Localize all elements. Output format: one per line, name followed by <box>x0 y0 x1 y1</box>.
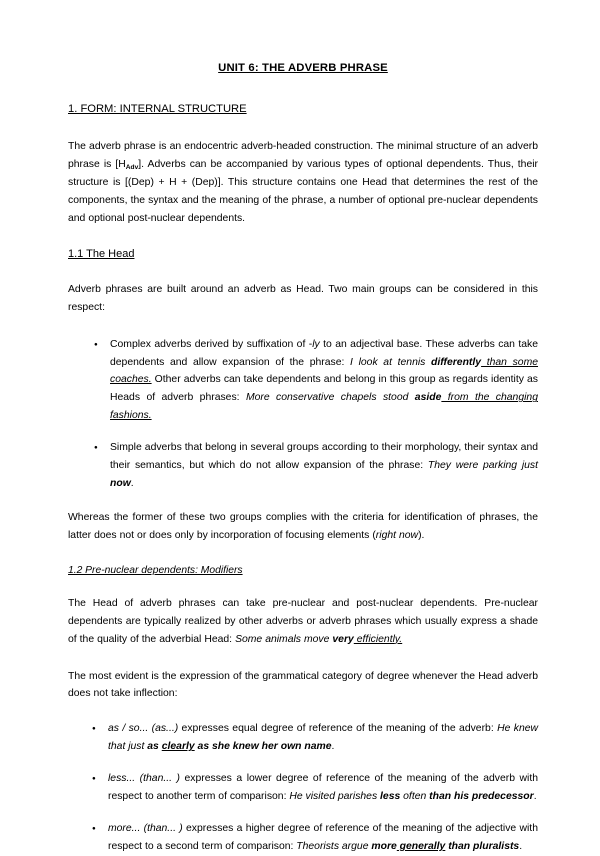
bullet1-example-bold-b: aside <box>414 392 442 404</box>
degree1-example-italic-a: He knew that just <box>108 723 539 753</box>
list-item <box>68 820 538 856</box>
bullet1-text-a: Complex adverbs derived by suffixation of - <box>110 338 313 350</box>
intro-paragraph <box>68 138 538 227</box>
degree1-example-bold-a: as <box>147 741 162 753</box>
bullet1-example-bold-a: differently <box>431 356 482 368</box>
subsection-heading-the-head <box>68 247 538 261</box>
document-title <box>68 62 538 76</box>
degree2-example-bold-b: than his predecessor <box>429 791 534 803</box>
bullet1-italic-ly: ly <box>312 338 320 350</box>
degree1-paren-italic: (as...) <box>151 723 179 735</box>
degree1-italic-a: as / so... <box>108 723 152 735</box>
section-heading-form-text: 1. FORM: INTERNAL STRUCTURE <box>68 102 247 115</box>
degree-expressions-list <box>68 720 538 855</box>
degree1-example-bold-b: as she knew her own name <box>194 741 332 753</box>
degree2-example-italic-a: He visited parishes <box>289 791 381 803</box>
degree3-example-bold-a: more <box>371 840 397 852</box>
prenuclear-part1: The Head of adverb phrases can take pre-nuclear and post-nuclear dependents. Pre-nuclear dependents are typically realized by other adverbs or adverb phrases which usually express a shade of the quality of the adverbial Head: <box>68 597 538 645</box>
degree3-paren-italic: (than... ) <box>143 822 183 834</box>
degree1-text-a: expresses equal degree of reference of the meaning of the adverb: <box>178 723 498 735</box>
prenuclear-example-bold: very <box>332 633 354 645</box>
list-item <box>68 720 538 756</box>
list-item <box>68 439 538 493</box>
degree3-example-bold-underline: generally <box>396 840 446 852</box>
prenuclear-example-italic: Some animals move <box>235 633 333 645</box>
degree2-italic-a: less... <box>108 773 140 785</box>
degree3-italic-a: more... <box>108 822 144 834</box>
bullet1-example-underline-a: than some coaches. <box>110 356 539 386</box>
degree2-paren-italic: (than... ) <box>139 773 180 785</box>
adv-subscript: Adv <box>125 164 139 171</box>
section-heading-form <box>68 102 538 117</box>
prenuclear-example-underline: efficiently. <box>353 633 403 645</box>
document-title-text: UNIT 6: THE ADVERB PHRASE <box>218 62 388 74</box>
whereas-paragraph <box>68 509 538 545</box>
intro-paragraph-part2: ]. Adverbs can be accompanied by various types of optional dependents. Thus, their structure is [(Dep) + H + (Dep)]. This structure contains one Head that determines the rest of the components, the syntax and the meaning of the phrase, a number of optional pre-nuclear dependents and optional post-nuclear dependents. <box>68 159 539 224</box>
bullet1-text-c: Other adverbs can take dependents and belong in this group as regards identity as Heads of adverb phrases: <box>110 374 538 404</box>
degree2-example-italic-b: often <box>400 791 430 803</box>
subsection-heading-the-head-text: 1.1 The Head <box>68 247 135 260</box>
head-groups-list <box>68 336 538 493</box>
list-item <box>68 770 538 806</box>
degree2-text-a: expresses a lower degree of reference of the meaning of the adverb with respect to another term of comparison: <box>108 773 538 803</box>
whereas-part1: Whereas the former of these two groups complies with the criteria for identification of phrases, the latter does not or does only by incorporation of focusing elements ( <box>68 511 538 541</box>
most-evident-paragraph: The most evident is the expression of the grammatical category of degree whenever the Head adverb does not take inflection: <box>68 670 538 700</box>
prenuclear-paragraph <box>68 595 538 649</box>
bullet1-text-b: to an adjectival base. These adverbs can take dependents and allow expansion of the phrase: <box>110 338 539 368</box>
bullet1-example-underline-b: from the changing fashions. <box>110 392 538 422</box>
degree2-text-b: . <box>533 791 537 803</box>
bullet1-example-italic-b: More conservative chapels stood <box>245 392 415 404</box>
subsection-heading-prenuclear-text: 1.2 Pre-nuclear dependents: Modifiers <box>68 564 243 576</box>
whereas-italic-example: right now <box>375 529 419 541</box>
degree1-text-b: . <box>331 741 335 753</box>
list-item <box>68 336 538 425</box>
degree2-example-bold-a: less <box>380 791 401 803</box>
degree3-text-a: expresses a higher degree of reference of the meaning of the adjective with respect to a second term of comparison: <box>108 822 538 852</box>
whereas-part2: ). <box>418 529 425 541</box>
head-paragraph: Adverb phrases are built around an adverb as Head. Two main groups can be considered in this respect: <box>68 283 538 313</box>
bullet2-example-bold: now <box>110 477 131 489</box>
degree3-example-italic-a: Theorists argue <box>296 840 372 852</box>
bullet2-example-italic: They were parking just <box>427 459 538 471</box>
bullet2-text-a: Simple adverbs that belong in several groups according to their morphology, their syntax and their semantics, but which do not allow expansion of the phrase: <box>110 442 538 471</box>
bullet1-example-italic-a: I look at tennis <box>350 356 432 368</box>
bullet2-text-b: . <box>130 477 134 489</box>
degree3-text-b: . <box>519 840 523 852</box>
degree3-example-bold-b: than pluralists <box>445 840 520 852</box>
subsection-heading-prenuclear <box>68 564 538 577</box>
degree1-example-bold-underline: clearly <box>161 741 195 753</box>
intro-paragraph-part1: The adverb phrase is an endocentric adverb-headed construction. The minimal structure of an adverb phrase is [H <box>68 141 538 170</box>
